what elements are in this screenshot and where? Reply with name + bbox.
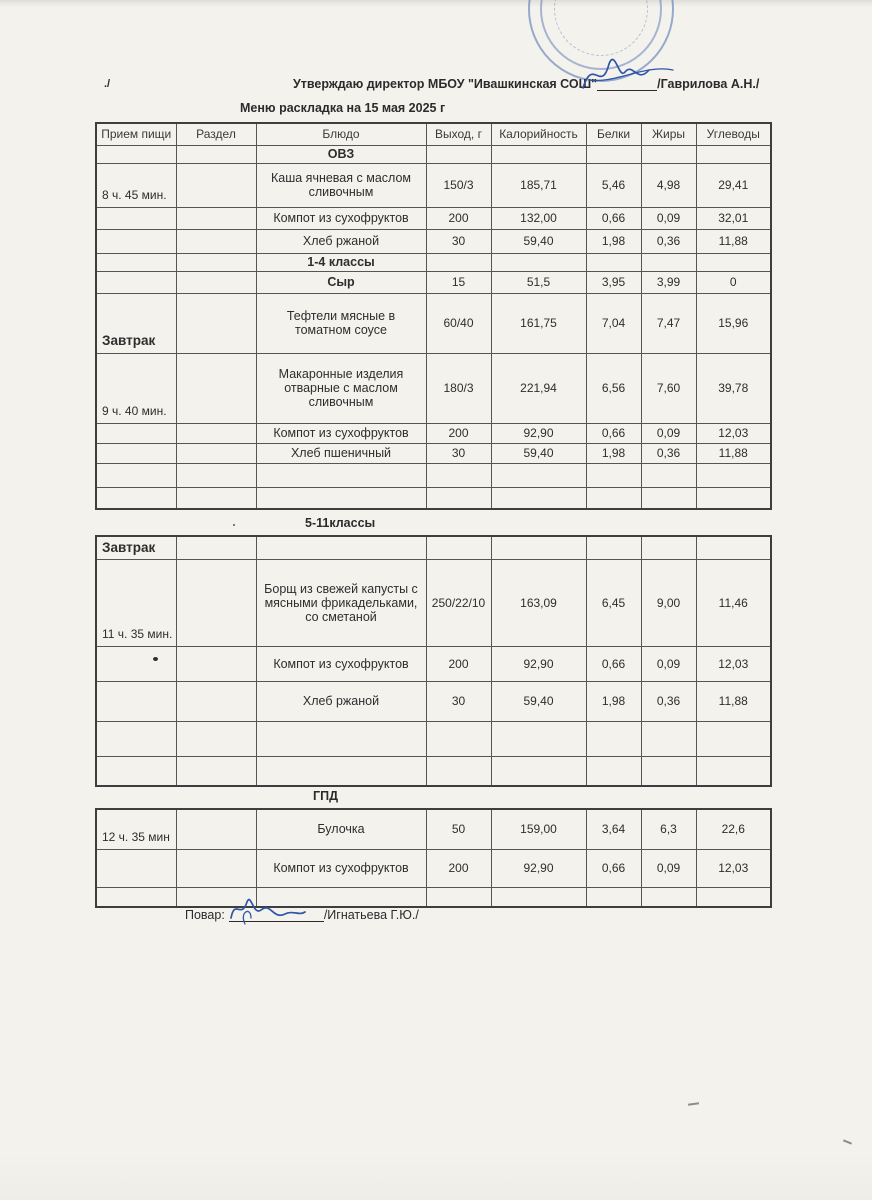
cell-carbs (696, 536, 771, 559)
cell-empty (491, 463, 586, 487)
empty-row (96, 756, 771, 786)
cell-empty (491, 887, 586, 907)
cell-empty (586, 253, 641, 271)
cell-calories: 221,94 (491, 353, 586, 423)
cell-fat: 0,09 (641, 646, 696, 681)
cell-fat: 4,98 (641, 163, 696, 207)
cell-empty (491, 253, 586, 271)
cell-section (176, 163, 256, 207)
cell-empty (256, 463, 426, 487)
cell-empty (586, 887, 641, 907)
cell-dish: Компот из сухофруктов (256, 849, 426, 887)
cell-dish: Хлеб ржаной (256, 229, 426, 253)
cell-empty (256, 756, 426, 786)
section-label-grades-5-11: 5-11классы (305, 516, 376, 530)
cell-section (176, 849, 256, 887)
scan-artifact (843, 1139, 852, 1144)
cell-dish: Хлеб пшеничный (256, 443, 426, 463)
cell-dish (256, 536, 426, 559)
table-row (96, 271, 771, 293)
cell-carbs: 32,01 (696, 207, 771, 229)
table-row (96, 207, 771, 229)
cell-protein: 3,64 (586, 809, 641, 849)
cell-fat: 3,99 (641, 271, 696, 293)
cell-empty (696, 463, 771, 487)
cell-protein: 0,66 (586, 207, 641, 229)
cell-output (426, 536, 491, 559)
cell-section (176, 809, 256, 849)
cell-meal-time: 9 ч. 40 мин. (96, 353, 176, 423)
cell-empty (696, 145, 771, 163)
cell-protein: 1,98 (586, 681, 641, 721)
cell-carbs: 39,78 (696, 353, 771, 423)
cell-empty (586, 756, 641, 786)
cell-empty (641, 463, 696, 487)
cell-carbs: 11,88 (696, 681, 771, 721)
cell-empty (426, 463, 491, 487)
cook-name: /Игнатьева Г.Ю./ (323, 908, 419, 922)
cell-protein: 3,95 (586, 271, 641, 293)
table-row (96, 809, 771, 849)
cell-calories: 161,75 (491, 293, 586, 353)
col-header-section: Раздел (176, 123, 256, 145)
cell-calories: 159,00 (491, 809, 586, 849)
cell-protein: 1,98 (586, 443, 641, 463)
cell-calories: 185,71 (491, 163, 586, 207)
cell-meal-time (96, 423, 176, 443)
menu-table-grades-5-11 (95, 535, 772, 787)
cell-carbs: 12,03 (696, 646, 771, 681)
menu-table-main (95, 122, 772, 510)
table-header-row (96, 123, 771, 145)
cell-calories: 92,90 (491, 646, 586, 681)
cell-meal-time (96, 443, 176, 463)
table-row (96, 849, 771, 887)
cell-fat: 0,09 (641, 207, 696, 229)
table-row (96, 163, 771, 207)
cell-section (176, 646, 256, 681)
cell-empty (641, 721, 696, 756)
cell-carbs: 29,41 (696, 163, 771, 207)
cell-empty (256, 487, 426, 509)
cook-signature (221, 888, 311, 930)
cell-protein: 7,04 (586, 293, 641, 353)
cell-empty (696, 721, 771, 756)
cell-output: 200 (426, 207, 491, 229)
cell-empty (491, 721, 586, 756)
scan-artifact (688, 1102, 699, 1106)
scan-artifact (153, 657, 158, 661)
col-header-output: Выход, г (426, 123, 491, 145)
cell-empty (96, 721, 176, 756)
cell-empty (491, 756, 586, 786)
cell-meal-name: Завтрак (96, 293, 176, 353)
document-title: Меню раскладка на 15 мая 2025 г (240, 101, 446, 115)
cell-protein (586, 536, 641, 559)
cell-output: 150/3 (426, 163, 491, 207)
cell-empty (176, 721, 256, 756)
cell-dish: Борщ из свежей капусты с мясными фрикадельками, со сметаной (256, 559, 426, 646)
cell-fat: 7,47 (641, 293, 696, 353)
cell-meal-name: Завтрак (96, 536, 176, 559)
col-header-calories: Калорийность (491, 123, 586, 145)
cell-empty (176, 145, 256, 163)
cell-empty (696, 756, 771, 786)
table-row (96, 423, 771, 443)
col-header-dish: Блюдо (256, 123, 426, 145)
cell-protein: 0,66 (586, 423, 641, 443)
cell-protein: 5,46 (586, 163, 641, 207)
cell-calories: 59,40 (491, 229, 586, 253)
table-row (96, 229, 771, 253)
cell-protein: 6,45 (586, 559, 641, 646)
cell-dish: Каша ячневая с маслом сливочным (256, 163, 426, 207)
director-signature (575, 50, 680, 98)
approval-line (293, 77, 759, 91)
cell-carbs: 0 (696, 271, 771, 293)
menu-table-gpd (95, 808, 772, 908)
cell-empty (176, 253, 256, 271)
cell-calories (491, 536, 586, 559)
cell-output: 30 (426, 681, 491, 721)
cell-carbs: 11,88 (696, 229, 771, 253)
cell-fat: 7,60 (641, 353, 696, 423)
cell-meal-time: 12 ч. 35 мин (96, 809, 176, 849)
section-row (96, 253, 771, 271)
cell-section (176, 559, 256, 646)
cell-output: 50 (426, 809, 491, 849)
cell-empty (696, 887, 771, 907)
cell-section (176, 681, 256, 721)
cell-calories: 92,90 (491, 423, 586, 443)
cook-label: Повар: (185, 908, 225, 922)
cell-fat: 0,09 (641, 423, 696, 443)
empty-row (96, 487, 771, 509)
table-row (96, 353, 771, 423)
cell-empty (426, 756, 491, 786)
cell-empty (696, 253, 771, 271)
cell-empty (641, 253, 696, 271)
cell-meal-time (96, 849, 176, 887)
cell-output: 250/22/10 (426, 559, 491, 646)
cell-output: 60/40 (426, 293, 491, 353)
cell-meal-time (96, 646, 176, 681)
cell-output: 30 (426, 443, 491, 463)
cell-dish: Макаронные изделия отварные с маслом сливочным (256, 353, 426, 423)
cell-dish: Компот из сухофруктов (256, 207, 426, 229)
cell-dish: Компот из сухофруктов (256, 646, 426, 681)
cell-meal-time (96, 229, 176, 253)
cell-calories: 92,90 (491, 849, 586, 887)
cell-carbs: 22,6 (696, 809, 771, 849)
cell-empty (426, 253, 491, 271)
cell-section (176, 207, 256, 229)
cell-empty (96, 756, 176, 786)
cell-protein: 0,66 (586, 646, 641, 681)
cell-output: 200 (426, 423, 491, 443)
cell-carbs: 12,03 (696, 849, 771, 887)
table-row (96, 681, 771, 721)
cell-empty (96, 145, 176, 163)
cell-empty (586, 145, 641, 163)
table-row (96, 646, 771, 681)
cell-empty (641, 887, 696, 907)
approval-text: Утверждаю директор МБОУ "Ивашкинская СОШ" (293, 77, 598, 91)
cell-calories: 132,00 (491, 207, 586, 229)
col-header-carbs: Углеводы (696, 123, 771, 145)
cell-output: 30 (426, 229, 491, 253)
table-row (96, 443, 771, 463)
cell-section (176, 536, 256, 559)
cell-empty (96, 463, 176, 487)
cell-calories: 59,40 (491, 681, 586, 721)
cell-dish: Сыр (256, 271, 426, 293)
cell-empty (491, 145, 586, 163)
cell-empty (176, 487, 256, 509)
cell-meal-time (96, 681, 176, 721)
cell-empty (96, 253, 176, 271)
cell-empty (96, 887, 176, 907)
cell-empty (176, 756, 256, 786)
cell-output: 180/3 (426, 353, 491, 423)
cell-fat: 6,3 (641, 809, 696, 849)
cell-section (176, 229, 256, 253)
cell-empty (426, 145, 491, 163)
table-row (96, 559, 771, 646)
cell-protein: 1,98 (586, 229, 641, 253)
cell-section (176, 271, 256, 293)
cell-output: 200 (426, 646, 491, 681)
empty-row (96, 721, 771, 756)
cell-empty (491, 487, 586, 509)
cell-carbs: 11,88 (696, 443, 771, 463)
cell-empty (641, 487, 696, 509)
cell-carbs: 11,46 (696, 559, 771, 646)
cell-empty (586, 721, 641, 756)
cell-meal-time: 8 ч. 45 мин. (96, 163, 176, 207)
cell-section (176, 423, 256, 443)
cell-carbs: 12,03 (696, 423, 771, 443)
section-label-ovz: ОВЗ (256, 145, 426, 163)
section-label-gpd: ГПД (313, 789, 338, 803)
cell-empty (696, 487, 771, 509)
approval-name: /Гаврилова А.Н./ (657, 77, 760, 91)
cell-meal-time: 11 ч. 35 мин. (96, 559, 176, 646)
cell-meal-time (96, 271, 176, 293)
section-row (96, 145, 771, 163)
cell-fat (641, 536, 696, 559)
empty-row (96, 463, 771, 487)
cell-output: 15 (426, 271, 491, 293)
cell-dish: Хлеб ржаной (256, 681, 426, 721)
section-label-grades-1-4: 1-4 классы (256, 253, 426, 271)
cell-empty (176, 463, 256, 487)
empty-row (96, 887, 771, 907)
cell-meal-time (96, 207, 176, 229)
cell-empty (96, 487, 176, 509)
cell-empty (256, 721, 426, 756)
cell-empty (586, 463, 641, 487)
cell-fat: 9,00 (641, 559, 696, 646)
col-header-meal: Прием пищи (96, 123, 176, 145)
table-row (96, 293, 771, 353)
cell-dish: Тефтели мясные в томатном соусе (256, 293, 426, 353)
cell-protein: 6,56 (586, 353, 641, 423)
cell-calories: 163,09 (491, 559, 586, 646)
col-header-fat: Жиры (641, 123, 696, 145)
cell-fat: 0,09 (641, 849, 696, 887)
cell-section (176, 353, 256, 423)
cell-fat: 0,36 (641, 681, 696, 721)
cell-fat: 0,36 (641, 229, 696, 253)
cell-calories: 59,40 (491, 443, 586, 463)
cell-empty (586, 487, 641, 509)
cell-empty (426, 487, 491, 509)
table-row (96, 536, 771, 559)
cell-empty (426, 887, 491, 907)
cell-empty (426, 721, 491, 756)
cell-section (176, 443, 256, 463)
cell-dish: Булочка (256, 809, 426, 849)
cell-section (176, 293, 256, 353)
cell-empty (641, 756, 696, 786)
cell-fat: 0,36 (641, 443, 696, 463)
col-header-protein: Белки (586, 123, 641, 145)
corner-mark: ./ (104, 78, 111, 90)
cell-output: 200 (426, 849, 491, 887)
cell-dish: Компот из сухофруктов (256, 423, 426, 443)
cell-empty (641, 145, 696, 163)
cell-carbs: 15,96 (696, 293, 771, 353)
cell-protein: 0,66 (586, 849, 641, 887)
cell-calories: 51,5 (491, 271, 586, 293)
scan-artifact (233, 524, 235, 526)
